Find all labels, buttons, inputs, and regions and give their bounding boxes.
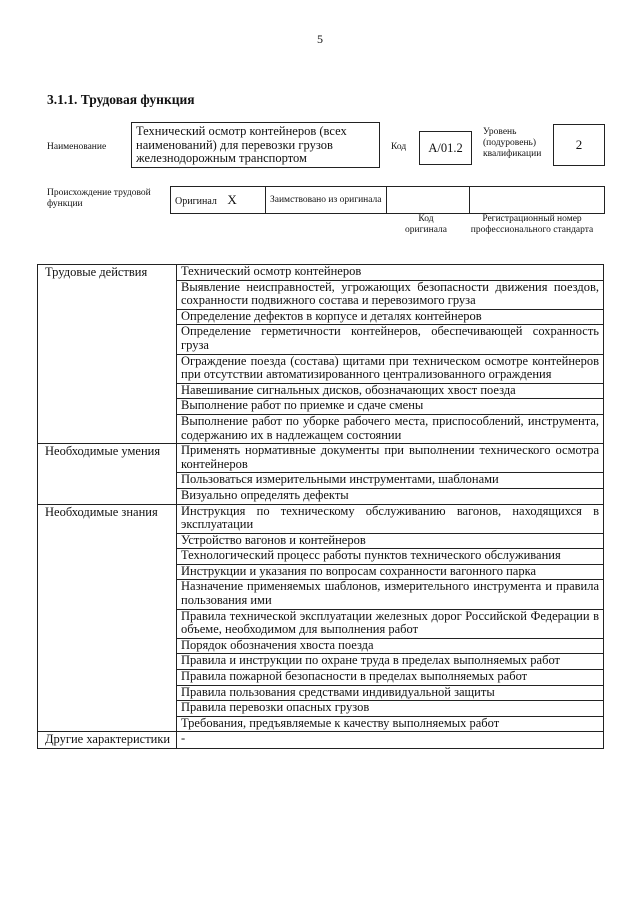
section-item: Назначение применяемых шаблонов, измерительного инструмента и правила пользования ими [177, 580, 604, 609]
function-name-box: Технический осмотр контейнеров (всех наименований) для перевозки грузов железнодорожным транспортом [131, 122, 380, 168]
section-title: Трудовые действия [38, 265, 177, 444]
section-title: Другие характеристики [38, 732, 177, 749]
function-code-box: A/01.2 [419, 131, 472, 165]
reg-number-cell [470, 187, 605, 214]
section-title: Необходимые умения [38, 444, 177, 504]
qualification-level-box: 2 [553, 124, 605, 166]
section-item: Правила пользования средствами индивидуальной защиты [177, 685, 604, 701]
borrowed-cell: Заимствовано из оригинала [266, 187, 387, 214]
section-item: - [177, 732, 604, 749]
name-label: Наименование [47, 142, 107, 152]
section-heading: 3.1.1. Трудовая функция [47, 92, 195, 107]
table-row [38, 504, 604, 533]
section-item: Определение герметичности контейнеров, обеспечивающей сохранность груза [177, 325, 604, 354]
section-item: Устройство вагонов и контейнеров [177, 533, 604, 549]
table-row [38, 444, 604, 473]
section-item: Определение дефектов в корпусе и деталях контейнеров [177, 309, 604, 325]
section-item: Технический осмотр контейнеров [177, 265, 604, 281]
functions-table [37, 264, 604, 749]
section-item: Правила перевозки опасных грузов [177, 701, 604, 717]
section-item: Правила технической эксплуатации железных дорог Российской Федерации в объеме, необходимом для выполнения работ [177, 609, 604, 638]
section-item: Визуально определять дефекты [177, 488, 604, 504]
section-item: Инструкции и указания по вопросам сохранности вагонного парка [177, 564, 604, 580]
section-item: Выполнение работ по уборке рабочего места, приспособлений, инструмента, содержанию их в надлежащем состоянии [177, 414, 604, 443]
section-item: Правила пожарной безопасности в пределах выполняемых работ [177, 670, 604, 686]
original-label: Оригинал [175, 196, 217, 207]
section-item: Требования, предъявляемые к качеству выполняемых работ [177, 716, 604, 732]
level-label: Уровень (подуровень) квалификации [483, 127, 542, 159]
section-item: Технологический процесс работы пунктов технического обслуживания [177, 549, 604, 565]
section-item: Инструкция по техническому обслуживанию вагонов, находящихся в эксплуатации [177, 504, 604, 533]
origin-original-cell [171, 187, 266, 214]
section-item: Применять нормативные документы при выполнении технического осмотра контейнеров [177, 444, 604, 473]
section-item: Правила и инструкции по охране труда в пределах выполняемых работ [177, 654, 604, 670]
table-row [38, 265, 604, 281]
original-code-cell [387, 187, 470, 214]
code-label: Код [391, 142, 407, 152]
origin-table [170, 186, 605, 214]
section-item: Пользоваться измерительными инструментами, шаблонами [177, 473, 604, 489]
section-title: Необходимые знания [38, 504, 177, 732]
section-item: Порядок обозначения хвоста поезда [177, 638, 604, 654]
section-item: Ограждение поезда (состава) щитами при техническом осмотре контейнеров при отсутствии автоматизированного централизованного ограждения [177, 354, 604, 383]
section-item: Выполнение работ по приемке и сдаче смены [177, 399, 604, 415]
table-row [38, 732, 604, 749]
original-mark: X [227, 192, 237, 207]
code-original-caption: Код оригинала [405, 214, 447, 235]
reg-number-caption: Регистрационный номер профессионального стандарта [470, 214, 594, 235]
page-number: 5 [317, 32, 323, 46]
section-item: Выявление неисправностей, угрожающих безопасности движения поездов, сохранности подвижного состава и перевозимого груза [177, 280, 604, 309]
section-item: Навешивание сигнальных дисков, обозначающих хвост поезда [177, 383, 604, 399]
origin-label: Происхождение трудовой функции [47, 188, 151, 209]
